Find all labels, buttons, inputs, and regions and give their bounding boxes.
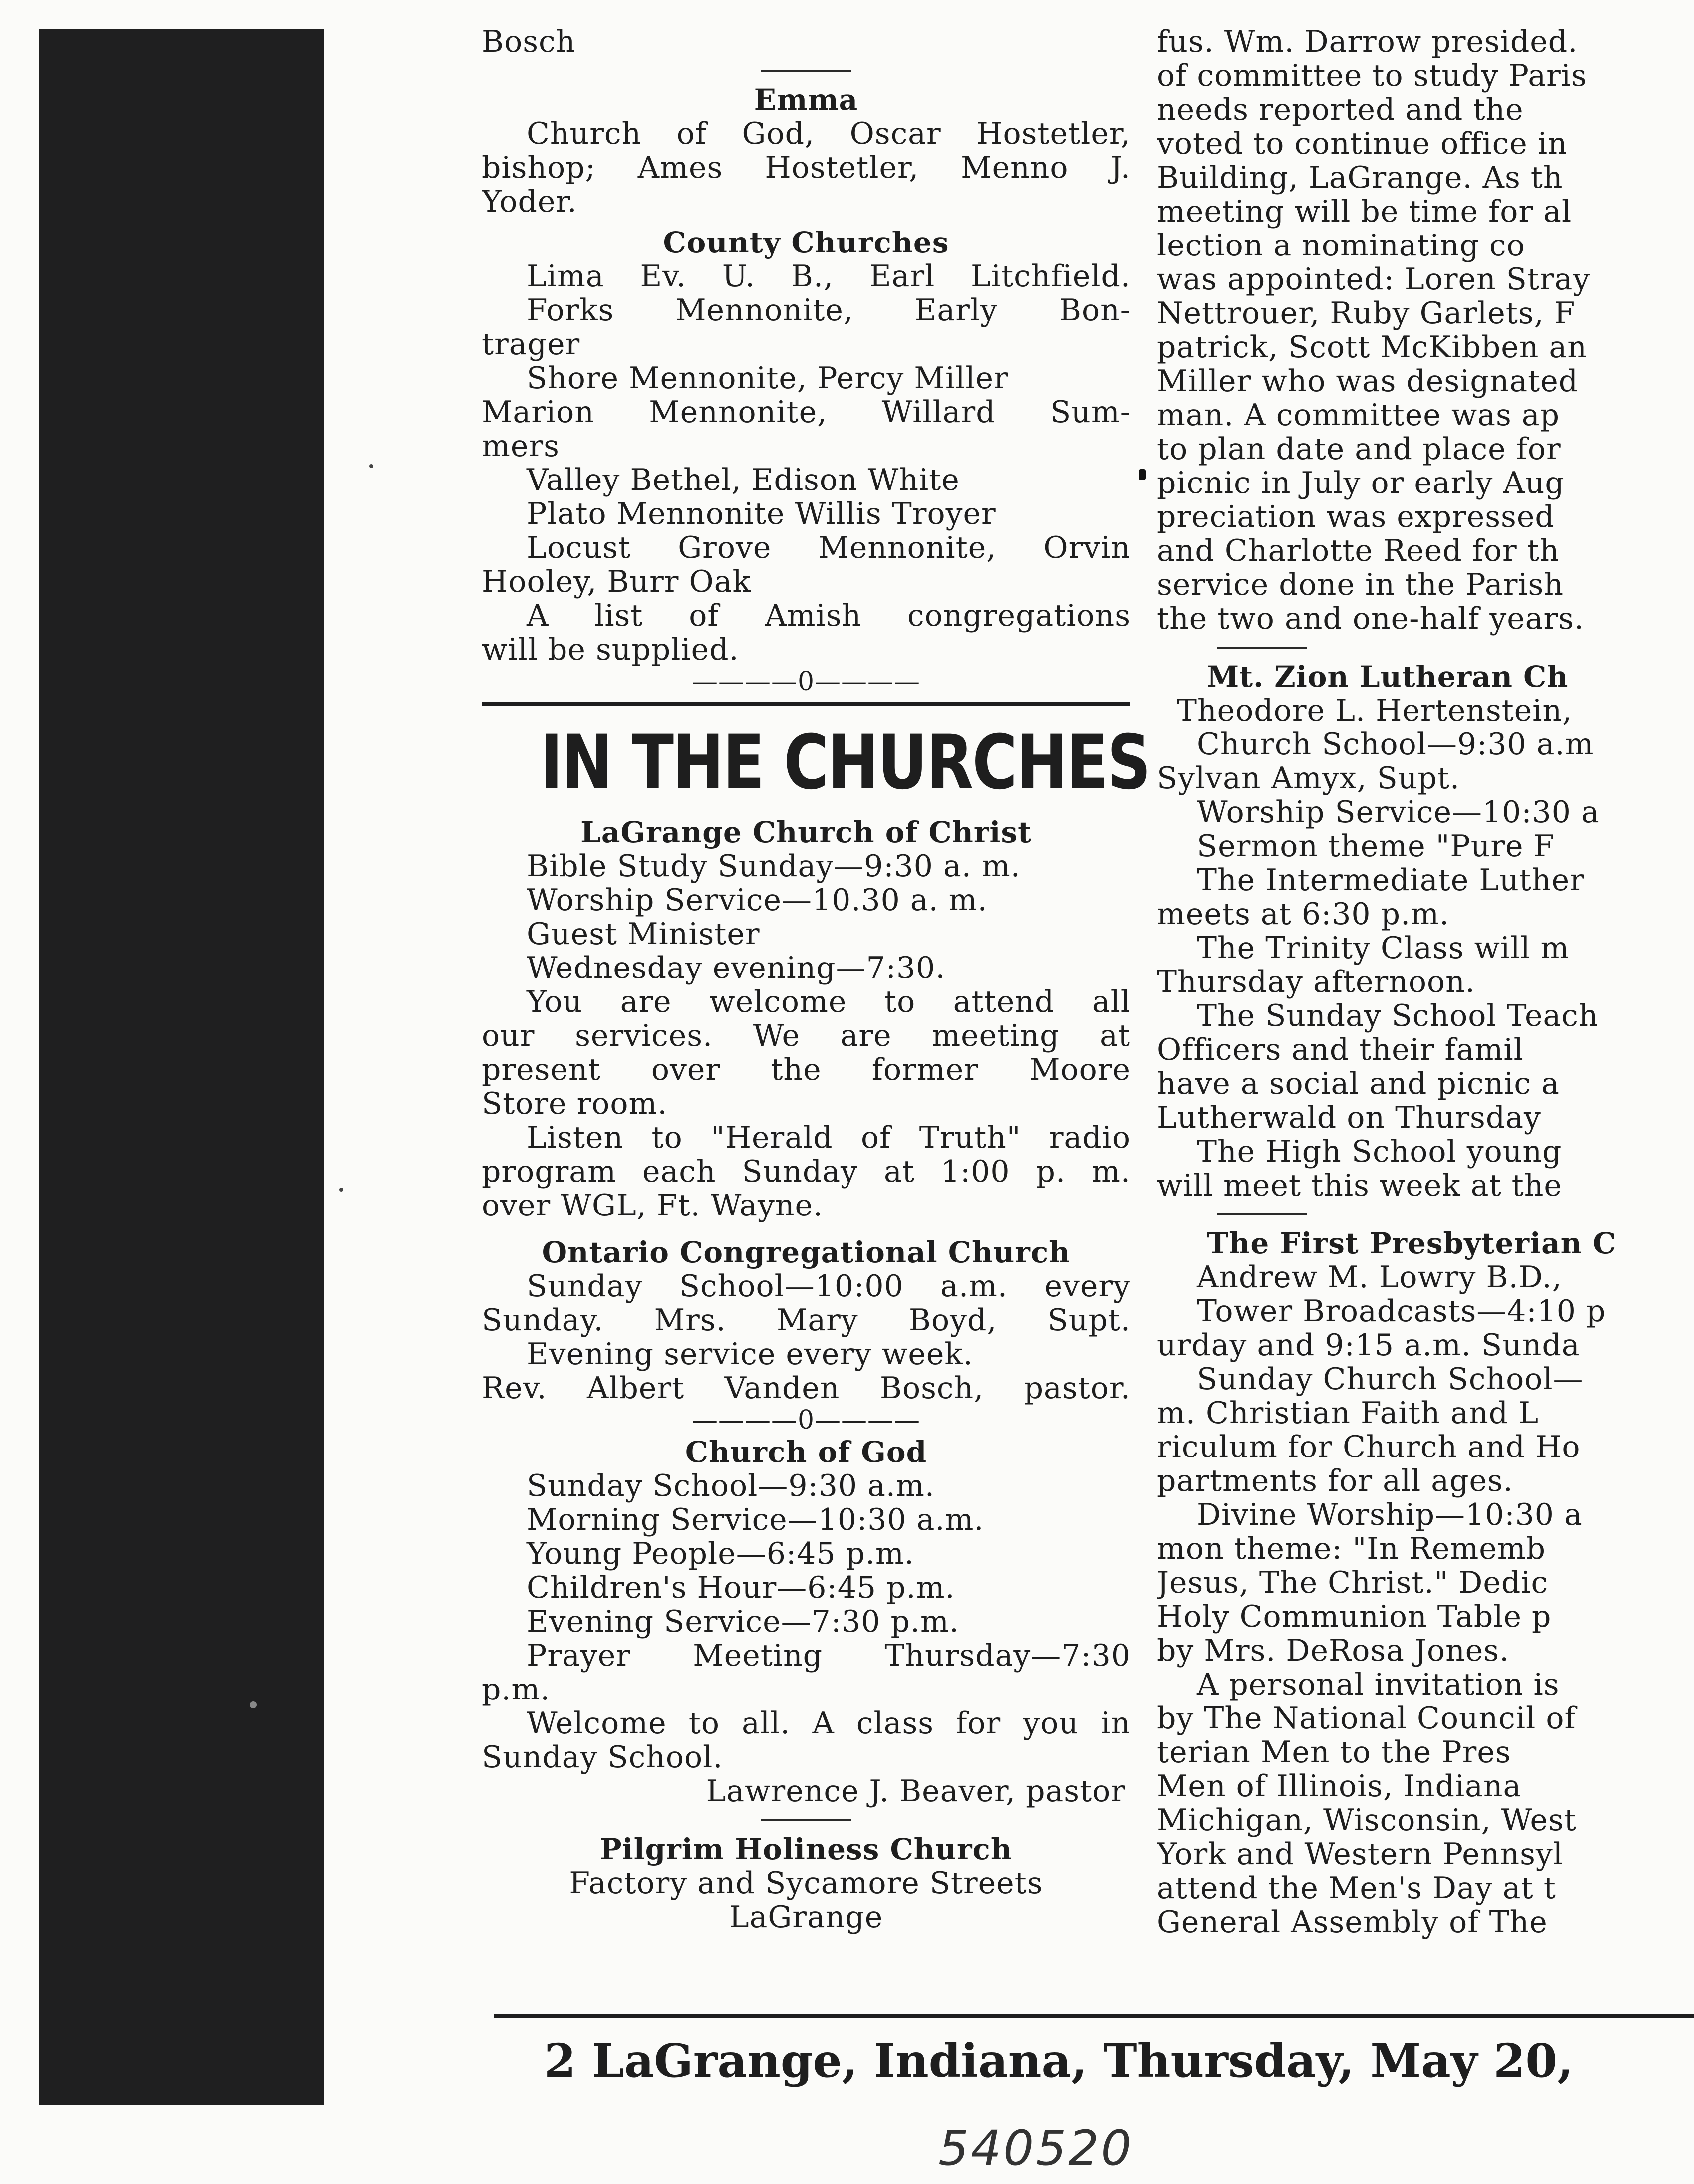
right-line: of committee to study Paris (1157, 59, 1587, 93)
lagrange-line: Bible Study Sunday—9:30 a. m. (527, 849, 1021, 883)
cog-line: Sunday School—9:30 a.m. (527, 1469, 935, 1503)
lagrange-line: Store room. (482, 1087, 668, 1121)
right-line: the two and one-half years. (1157, 602, 1585, 636)
presbyterian-line: mon theme: "In Rememb (1157, 1532, 1546, 1566)
cog-line: Evening Service—7:30 p.m. (527, 1605, 959, 1639)
right-line: preciation was expressed (1157, 500, 1555, 534)
county-line: mers (482, 429, 560, 463)
presbyterian-line: terian Men to the Pres (1157, 1735, 1511, 1769)
emma-line: Yoder. (482, 185, 577, 219)
presbyterian-line: urday and 9:15 a.m. Sunda (1157, 1328, 1580, 1362)
mt-zion-line: will meet this week at the (1157, 1169, 1562, 1203)
county-heading: County Churches (663, 226, 949, 259)
scan-speck (339, 1188, 343, 1192)
presbyterian-line: riculum for Church and Ho (1157, 1430, 1581, 1464)
ontario-line: Evening service every week. (527, 1337, 973, 1371)
right-line: and Charlotte Reed for th (1157, 534, 1560, 568)
lagrange-line: Wednesday evening—7:30. (527, 951, 946, 985)
mt-zion-line: Sermon theme "Pure F (1197, 829, 1555, 863)
page-footer: 2 LaGrange, Indiana, Thursday, May 20, (544, 2034, 1574, 2088)
mt-zion-line: Lutherwald on Thursday (1157, 1101, 1541, 1135)
pilgrim-heading: Pilgrim Holiness Church (599, 1832, 1013, 1866)
mt-zion-line: Church School—9:30 a.m (1197, 728, 1594, 761)
cog-line: Welcome to all. A class for you in (527, 1706, 1130, 1740)
lagrange-line: our services. We are meeting at (482, 1019, 1130, 1053)
lagrange-line: present over the former Moore (482, 1053, 1130, 1087)
scan-speck (250, 1701, 257, 1708)
right-line: service done in the Parish (1157, 568, 1564, 602)
top-fragment: Bosch (482, 25, 576, 59)
county-line: A list of Amish congregations (527, 599, 1130, 633)
emma-line: bishop; Ames Hostetler, Menno J. (482, 151, 1130, 185)
redaction-bar (39, 29, 324, 2105)
presbyterian-line: York and Western Pennsyl (1157, 1837, 1563, 1871)
scan-speck (1139, 469, 1146, 480)
thick-divider (482, 702, 1130, 706)
right-line: needs reported and the (1157, 93, 1524, 127)
right-line: was appointed: Loren Stray (1157, 262, 1591, 296)
lagrange-christ-heading: LaGrange Church of Christ (580, 815, 1032, 849)
right-line: meeting will be time for al (1157, 195, 1572, 229)
lagrange-line: over WGL, Ft. Wayne. (482, 1189, 824, 1222)
section-divider (761, 1819, 851, 1821)
footer-rule (494, 2014, 1694, 2018)
cog-line: Prayer Meeting Thursday—7:30 (527, 1639, 1130, 1673)
emma-line: Church of God, Oscar Hostetler, (527, 117, 1130, 151)
section-divider (1217, 1213, 1307, 1215)
county-line: Lima Ev. U. B., Earl Litchfield. (527, 259, 1130, 293)
right-line: to plan date and place for (1157, 432, 1561, 466)
cog-line: p.m. (482, 1673, 551, 1706)
county-line: will be supplied. (482, 633, 739, 667)
ontario-line: Rev. Albert Vanden Bosch, pastor. (482, 1371, 1130, 1405)
lagrange-line: Guest Minister (527, 917, 760, 951)
county-line: Locust Grove Mennonite, Orvin (527, 531, 1130, 565)
mt-zion-line: Theodore L. Hertenstein, (1177, 694, 1573, 728)
county-line: trager (482, 327, 580, 361)
cog-line: Young People—6:45 p.m. (527, 1537, 914, 1571)
ontario-line: Sunday. Mrs. Mary Boyd, Supt. (482, 1303, 1130, 1337)
presbyterian-heading: The First Presbyterian C (1207, 1226, 1617, 1260)
right-line: fus. Wm. Darrow presided. (1157, 25, 1578, 59)
presbyterian-line: Men of Illinois, Indiana (1157, 1769, 1522, 1803)
headline: IN THE CHURCHES (540, 720, 1150, 806)
lagrange-line: Worship Service—10.30 a. m. (527, 883, 988, 917)
county-line: Hooley, Burr Oak (482, 565, 751, 599)
mt-zion-line: Officers and their famil (1157, 1033, 1524, 1067)
church-of-god-heading: Church of God (685, 1435, 927, 1469)
emma-heading: Emma (754, 83, 858, 117)
county-line: Forks Mennonite, Early Bon- (527, 293, 1130, 327)
right-line: Nettrouer, Ruby Garlets, F (1157, 296, 1576, 330)
presbyterian-line: m. Christian Faith and L (1157, 1396, 1539, 1430)
lagrange-line: program each Sunday at 1:00 p. m. (482, 1155, 1130, 1189)
mt-zion-heading: Mt. Zion Lutheran Ch (1207, 660, 1569, 694)
cog-line: Children's Hour—6:45 p.m. (527, 1571, 955, 1605)
left-column (482, 25, 1150, 1935)
pilgrim-town: LaGrange (729, 1900, 883, 1935)
county-line: Shore Mennonite, Percy Miller (527, 361, 1009, 395)
right-line: man. A committee was ap (1157, 398, 1560, 432)
o-divider: ————0———— (691, 667, 921, 697)
presbyterian-line: Tower Broadcasts—4:10 p (1197, 1294, 1606, 1328)
scan-speck (369, 464, 373, 468)
mt-zion-line: The Sunday School Teach (1197, 999, 1599, 1033)
mt-zion-line: Thursday afternoon. (1157, 965, 1475, 999)
mt-zion-line: The Intermediate Luther (1197, 863, 1585, 897)
pilgrim-address: Factory and Sycamore Streets (569, 1866, 1043, 1901)
right-line: voted to continue office in (1157, 127, 1568, 161)
presbyterian-line: attend the Men's Day at t (1157, 1871, 1556, 1905)
mt-zion-line: Sylvan Amyx, Supt. (1157, 761, 1460, 795)
county-line: Plato Mennonite Willis Troyer (527, 497, 996, 531)
mt-zion-line: have a social and picnic a (1157, 1067, 1560, 1101)
county-line: Marion Mennonite, Willard Sum- (482, 395, 1130, 429)
mt-zion-line: Worship Service—10:30 a (1197, 795, 1600, 829)
presbyterian-line: by Mrs. DeRosa Jones. (1157, 1634, 1510, 1668)
section-divider (1217, 647, 1307, 649)
presbyterian-line: General Assembly of The (1157, 1905, 1548, 1939)
o-divider: ————0———— (691, 1405, 921, 1435)
ontario-line: Sunday School—10:00 a.m. every (527, 1269, 1130, 1303)
lagrange-line: Listen to "Herald of Truth" radio (527, 1121, 1130, 1155)
right-line: picnic in July or early Aug (1157, 466, 1565, 500)
pastor-signature: Lawrence J. Beaver, pastor (706, 1774, 1126, 1809)
mt-zion-line: The High School young (1197, 1135, 1562, 1169)
county-line: Valley Bethel, Edison White (527, 463, 960, 497)
presbyterian-line: Andrew M. Lowry B.D., (1197, 1260, 1562, 1294)
right-line: patrick, Scott McKibben an (1157, 330, 1587, 364)
presbyterian-line: Holy Communion Table p (1157, 1600, 1552, 1634)
mt-zion-line: The Trinity Class will m (1197, 931, 1570, 965)
presbyterian-line: partments for all ages. (1157, 1464, 1513, 1498)
ontario-heading: Ontario Congregational Church (542, 1235, 1071, 1269)
presbyterian-line: Jesus, The Christ." Dedic (1157, 1566, 1549, 1600)
presbyterian-line: Divine Worship—10:30 a (1197, 1498, 1583, 1532)
right-line: Building, LaGrange. As th (1157, 161, 1563, 195)
presbyterian-line: by The National Council of (1157, 1701, 1576, 1735)
lagrange-line: You are welcome to attend all (527, 985, 1130, 1019)
right-line: Miller who was designated (1157, 364, 1579, 398)
section-divider (761, 70, 851, 72)
presbyterian-line: A personal invitation is (1197, 1668, 1560, 1701)
presbyterian-line: Michigan, Wisconsin, West (1157, 1803, 1577, 1837)
presbyterian-line: Sunday Church School— (1197, 1362, 1584, 1396)
handwritten-note: 540520 (938, 2120, 1133, 2176)
right-line: lection a nominating co (1157, 229, 1525, 262)
cog-line: Morning Service—10:30 a.m. (527, 1503, 984, 1537)
cog-line: Sunday School. (482, 1740, 723, 1774)
mt-zion-line: meets at 6:30 p.m. (1157, 897, 1450, 931)
right-column (1157, 25, 1694, 1939)
